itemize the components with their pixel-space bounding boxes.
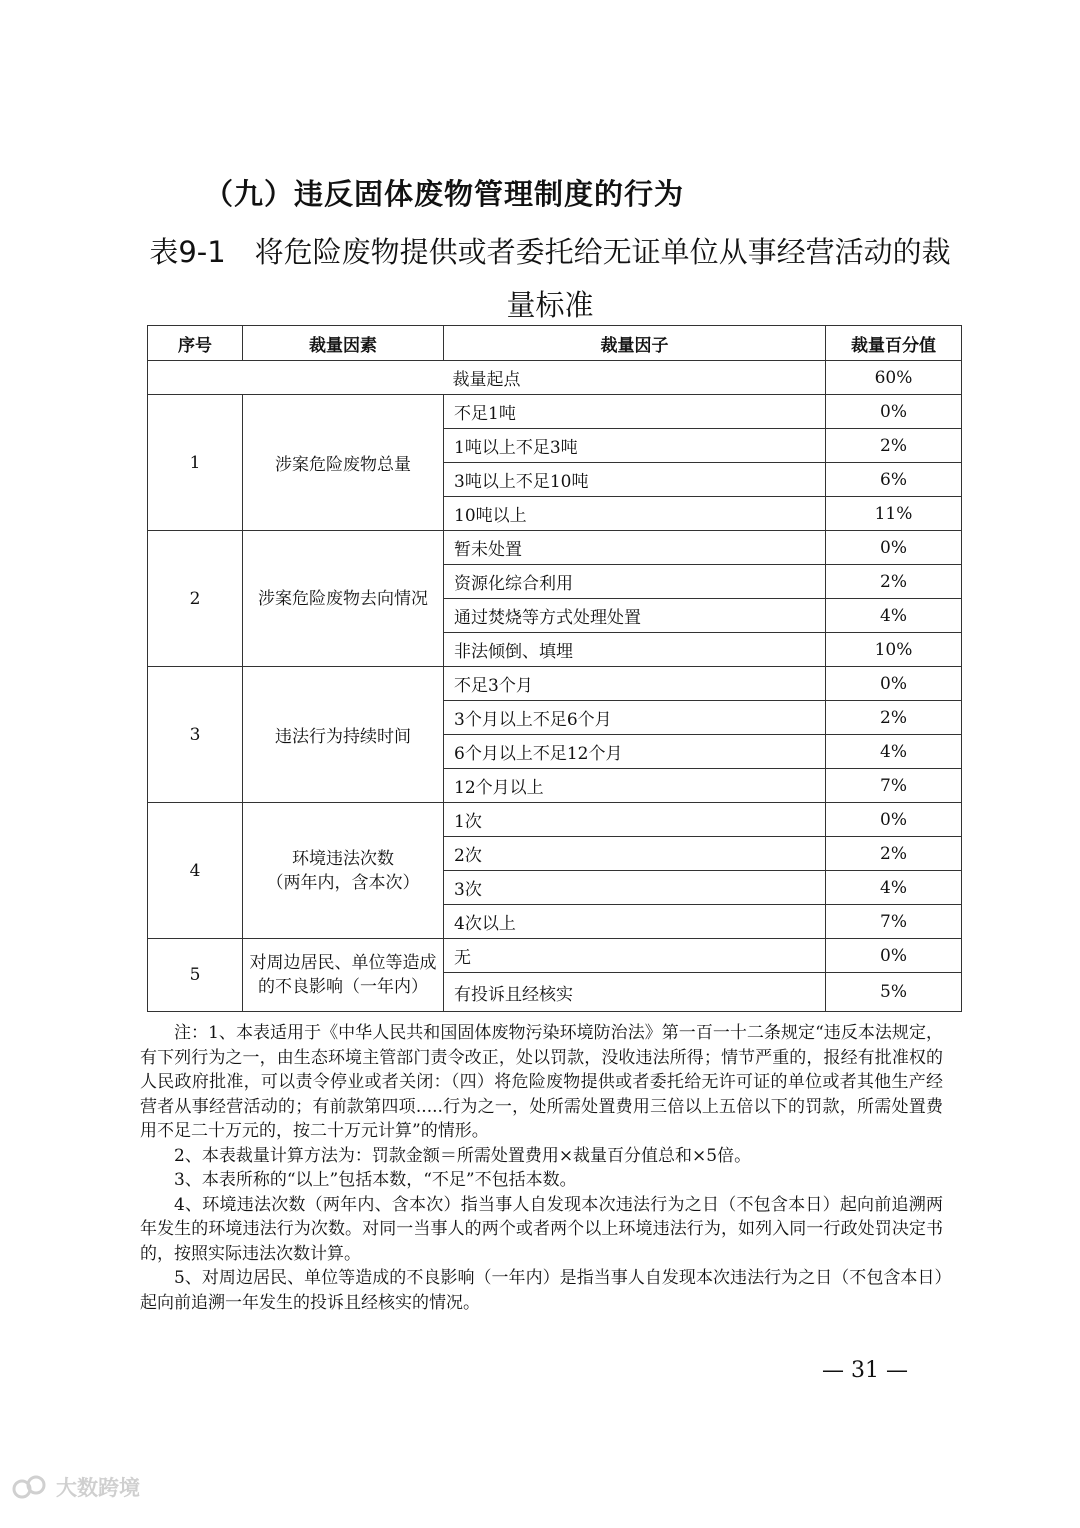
- table-row: [148, 531, 962, 565]
- group-factor-line1: 环境违法次数: [292, 848, 394, 869]
- table-row: [148, 395, 962, 429]
- table-row: [148, 939, 962, 973]
- start-value: 60%: [826, 361, 962, 395]
- item-cell: 有投诉且经核实: [444, 973, 826, 1012]
- item-cell: 不足1吨: [444, 395, 826, 429]
- watermark-text: 大数跨境: [56, 1476, 140, 1500]
- group-no: 2: [148, 531, 243, 667]
- group-factor: [243, 803, 444, 939]
- item-cell: 6个月以上不足12个月: [444, 735, 826, 769]
- value-cell: 0%: [826, 667, 962, 701]
- table-header-row: [148, 326, 962, 361]
- item-cell: 非法倾倒、填埋: [444, 633, 826, 667]
- value-cell: 5%: [826, 973, 962, 1012]
- header-factor: 裁量因素: [243, 326, 444, 361]
- header-item: 裁量因子: [444, 326, 826, 361]
- page-number: — 31 —: [822, 1358, 908, 1383]
- value-cell: 0%: [826, 395, 962, 429]
- value-cell: 0%: [826, 531, 962, 565]
- table-row: [148, 803, 962, 837]
- value-cell: 2%: [826, 429, 962, 463]
- table-title-line2: 量标准: [506, 288, 594, 322]
- item-cell: 暂未处置: [444, 531, 826, 565]
- table-row-start: [148, 361, 962, 395]
- item-cell: 3吨以上不足10吨: [444, 463, 826, 497]
- item-cell: 12个月以上: [444, 769, 826, 803]
- watermark-logo-icon: [10, 1473, 50, 1501]
- note-4: 4、环境违法次数（两年内、含本次）指当事人自发现本次违法行为之日（不包含本日）起向前追溯两年发生的环境违法行为次数。对同一当事人的两个或者两个以上环境违法行为，如列入同一行政处罚决定书的，按照实际违法次数计算。: [140, 1194, 943, 1264]
- group-factor: 违法行为持续时间: [243, 667, 444, 803]
- value-cell: 2%: [826, 701, 962, 735]
- header-percent: 裁量百分值: [826, 326, 962, 361]
- table-row: [148, 667, 962, 701]
- group-no: 5: [148, 939, 243, 1012]
- note-1: 注：1、本表适用于《中华人民共和国固体废物污染环境防治法》第一百一十二条规定“违反本法规定，有下列行为之一，由生态环境主管部门责令改正，处以罚款，没收违法所得；情节严重的，报经有批准权的人民政府批准，可以责令停业或者关闭：（四）将危险废物提供或者委托给无许可证的单位或者其他生产经营者从事经营活动的；有前款第四项.....行为之一，处所需处置费用三倍以上五倍以下的罚款，所需处置费用不足二十万元的，按二十万元计算”的情形。: [140, 1023, 943, 1141]
- item-cell: 不足3个月: [444, 667, 826, 701]
- item-cell: 1吨以上不足3吨: [444, 429, 826, 463]
- table-title-line1: 表9-1 将危险废物提供或者委托给无证单位从事经营活动的裁: [149, 235, 951, 269]
- header-no: 序号: [148, 326, 243, 361]
- value-cell: 6%: [826, 463, 962, 497]
- table-notes: [140, 1021, 943, 1315]
- start-label: 裁量起点: [148, 361, 826, 395]
- group-factor: 对周边居民、单位等造成的不良影响（一年内）: [243, 939, 444, 1012]
- value-cell: 2%: [826, 837, 962, 871]
- group-factor: 涉案危险废物总量: [243, 395, 444, 531]
- value-cell: 0%: [826, 939, 962, 973]
- item-cell: 通过焚烧等方式处理处置: [444, 599, 826, 633]
- value-cell: 7%: [826, 769, 962, 803]
- value-cell: 4%: [826, 735, 962, 769]
- item-cell: 10吨以上: [444, 497, 826, 531]
- item-cell: 资源化综合利用: [444, 565, 826, 599]
- table-title: [140, 226, 960, 332]
- item-cell: 3个月以上不足6个月: [444, 701, 826, 735]
- item-cell: 4次以上: [444, 905, 826, 939]
- note-5: 5、对周边居民、单位等造成的不良影响（一年内）是指当事人自发现本次违法行为之日（不包含本日）起向前追溯一年发生的投诉且经核实的情况。: [140, 1268, 943, 1313]
- note-2: 2、本表裁量计算方法为：罚款金额＝所需处置费用×裁量百分值总和×5倍。: [174, 1145, 752, 1166]
- value-cell: 2%: [826, 565, 962, 599]
- value-cell: 7%: [826, 905, 962, 939]
- group-no: 1: [148, 395, 243, 531]
- criteria-table: [147, 325, 962, 1012]
- item-cell: 无: [444, 939, 826, 973]
- group-factor-line2: （两年内，含本次）: [266, 872, 420, 893]
- value-cell: 4%: [826, 599, 962, 633]
- value-cell: 4%: [826, 871, 962, 905]
- item-cell: 1次: [444, 803, 826, 837]
- note-3: 3、本表所称的“以上”包括本数，“不足”不包括本数。: [174, 1170, 577, 1190]
- value-cell: 10%: [826, 633, 962, 667]
- value-cell: 0%: [826, 803, 962, 837]
- group-factor: 涉案危险废物去向情况: [243, 531, 444, 667]
- group-no: 4: [148, 803, 243, 939]
- group-no: 3: [148, 667, 243, 803]
- item-cell: 3次: [444, 871, 826, 905]
- watermark: [10, 1472, 140, 1502]
- item-cell: 2次: [444, 837, 826, 871]
- section-title: （九）违反固体废物管理制度的行为: [204, 177, 685, 211]
- value-cell: 11%: [826, 497, 962, 531]
